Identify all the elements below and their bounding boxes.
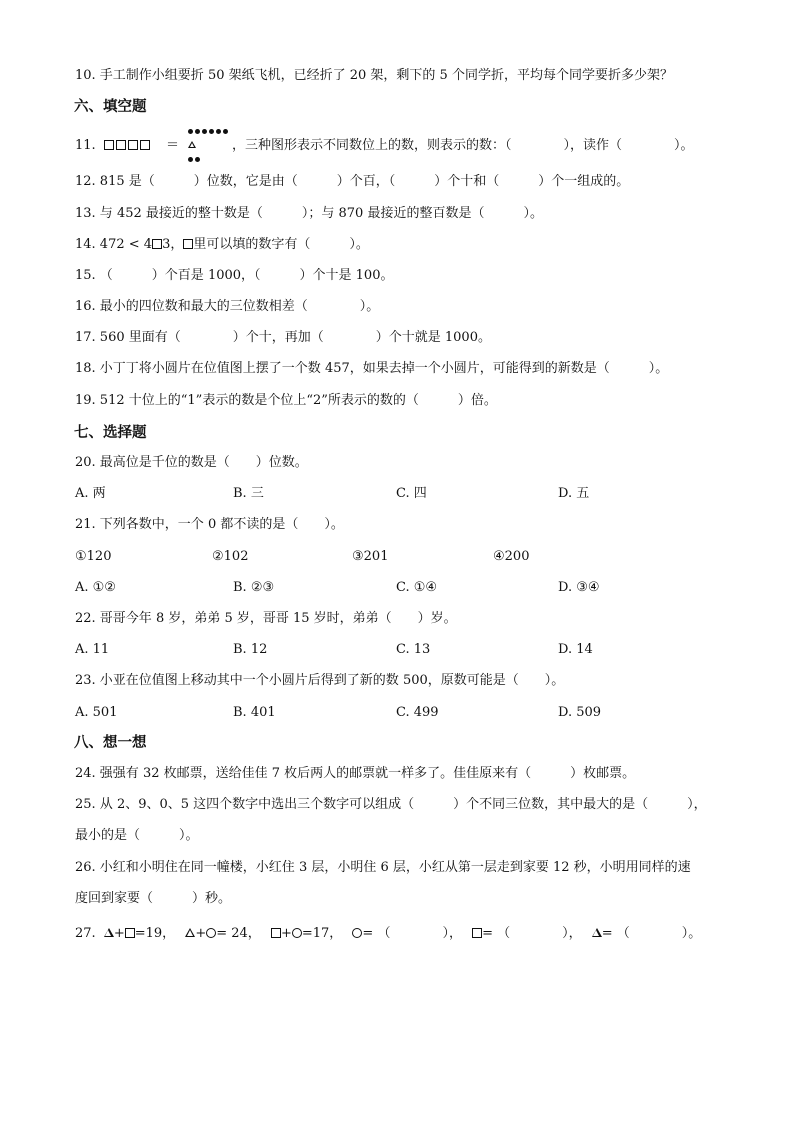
dot-icon	[223, 129, 228, 134]
dot-icon	[202, 129, 207, 134]
circle-icon	[352, 928, 362, 938]
plus-sign: +	[280, 926, 292, 941]
question-15: 15. （ ）个百是 1000，（ ）个十是 100。	[75, 268, 394, 283]
section-8-heading: 八、想一想	[74, 735, 147, 751]
q11-triangles	[188, 140, 196, 148]
q23-option-c[interactable]: C. 499	[396, 705, 439, 720]
plus-sign: +	[195, 926, 207, 941]
plus-sign: +	[113, 926, 125, 941]
q27-eq-3: =17，	[301, 926, 343, 941]
square-icon	[104, 140, 114, 150]
q20-option-a[interactable]: A. 两	[75, 486, 106, 501]
square-icon	[152, 239, 162, 249]
q27-eq-2: = 24，	[216, 926, 261, 941]
question-19: 19. 512 十位上的“1”表示的数是个位上“2”所表示的数的（ ）倍。	[75, 393, 497, 408]
q14-tail: 3，	[162, 237, 184, 252]
question-26-line-2: 度回到家要（ ）秒。	[75, 891, 232, 906]
q27-answer-square: = （ ），	[482, 926, 582, 941]
question-27	[75, 926, 701, 942]
triangle-icon	[185, 928, 195, 937]
q21-option-c[interactable]: C. ①④	[396, 580, 438, 595]
square-icon	[125, 928, 135, 938]
dot-icon	[195, 129, 200, 134]
q11-dots-row-2	[188, 154, 202, 162]
square-icon	[183, 239, 193, 249]
question-12: 12. 815 是（ ）位数，它是由（ ）个百，（ ）个十和（ ）个一组成的。	[75, 174, 630, 189]
question-16: 16. 最小的四位数和最大的三位数相差（ ）。	[75, 299, 380, 314]
question-17: 17. 560 里面有（ ）个十，再加（ ）个十就是 1000。	[75, 330, 491, 345]
q22-option-d[interactable]: D. 14	[558, 642, 593, 657]
question-25-line-1: 25. 从 2、9、0、5 这四个数字中选出三个数字可以组成（ ）个不同三位数，其中最大的是（ ），	[75, 797, 707, 812]
question-23: 23. 小亚在位值图上移动其中一个小圆片后得到了新的数 500，原数可能是（ ）。	[75, 673, 565, 688]
question-13: 13. 与 452 最接近的整十数是（ ）；与 870 最接近的整百数是（ ）。	[75, 206, 543, 221]
q27-answer-triangle: = （ ）。	[601, 926, 702, 941]
dot-icon	[209, 129, 214, 134]
triangle-icon	[188, 141, 196, 148]
q22-option-c[interactable]: C. 13	[396, 642, 431, 657]
q21-item-4: ④200	[493, 549, 530, 564]
dot-icon	[195, 157, 200, 162]
square-icon	[472, 928, 482, 938]
q27-number: 27.	[75, 926, 96, 941]
q21-option-b[interactable]: B. ②③	[233, 580, 275, 595]
question-22: 22. 哥哥今年 8 岁，弟弟 5 岁，哥哥 15 岁时，弟弟（ ）岁。	[75, 611, 457, 626]
q21-item-3: ③201	[352, 549, 389, 564]
q23-option-d[interactable]: D. 509	[558, 705, 602, 720]
q11-equals: ＝	[165, 138, 179, 153]
square-icon	[140, 140, 150, 150]
q22-option-a[interactable]: A. 11	[75, 642, 110, 657]
question-20: 20. 最高位是千位的数是（ ）位数。	[75, 455, 308, 470]
question-18: 18. 小丁丁将小圆片在位值图上摆了一个数 457，如果去掉一个小圆片，可能得到的新数是（ ）。	[75, 361, 669, 376]
question-26-line-1: 26. 小红和小明住在同一幢楼，小红住 3 层，小明住 6 层，小红从第一层走到家要 12 秒，小明用同样的速	[75, 860, 691, 875]
question-10: 10. 手工制作小组要折 50 架纸飞机，已经折了 20 架，剩下的 5 个同学折，平均每个同学要折多少架？	[75, 68, 673, 83]
circle-icon	[206, 928, 216, 938]
circle-icon	[292, 928, 302, 938]
q27-answer-circle: = （ ），	[362, 926, 462, 941]
section-6-heading: 六、填空题	[74, 99, 147, 115]
q14-inequality: 14. 472 < 4	[75, 237, 153, 252]
dot-icon	[216, 129, 221, 134]
question-21: 21. 下列各数中，一个 0 都不读的是（ ）。	[75, 517, 344, 532]
question-14	[75, 237, 369, 253]
q11-text: ，三种图形表示不同数位上的数，则表示的数：（ ），读作（ ）。	[232, 138, 694, 153]
q23-option-a[interactable]: A. 501	[75, 705, 118, 720]
dot-icon	[188, 129, 193, 134]
q23-option-b[interactable]: B. 401	[233, 705, 276, 720]
dot-icon	[188, 157, 193, 162]
q21-option-a[interactable]: A. ①②	[75, 580, 116, 595]
q21-item-2: ②102	[212, 549, 249, 564]
square-icon	[271, 928, 281, 938]
question-25-line-2: 最小的是（ ）。	[75, 828, 199, 843]
q20-option-b[interactable]: B. 三	[233, 486, 264, 501]
section-7-heading: 七、选择题	[74, 425, 147, 441]
q21-item-1: ①120	[75, 549, 112, 564]
q22-option-b[interactable]: B. 12	[233, 642, 268, 657]
question-24: 24. 强强有 32 枚邮票，送给佳佳 7 枚后两人的邮票就一样多了。佳佳原来有（ ）枚邮票。	[75, 766, 636, 781]
triangle-icon	[104, 928, 114, 937]
q27-eq-1: =19，	[134, 926, 176, 941]
square-icon	[128, 140, 138, 150]
q20-option-d[interactable]: D. 五	[558, 486, 590, 501]
q14-rest: 里可以填的数字有（ ）。	[193, 237, 369, 252]
square-icon	[116, 140, 126, 150]
question-11	[75, 138, 179, 154]
q11-dots-row-1	[188, 126, 230, 134]
q11-number: 11.	[75, 138, 96, 153]
triangle-icon	[592, 928, 602, 937]
q20-option-c[interactable]: C. 四	[396, 486, 427, 501]
q21-option-d[interactable]: D. ③④	[558, 580, 600, 595]
q11-squares	[104, 138, 156, 153]
